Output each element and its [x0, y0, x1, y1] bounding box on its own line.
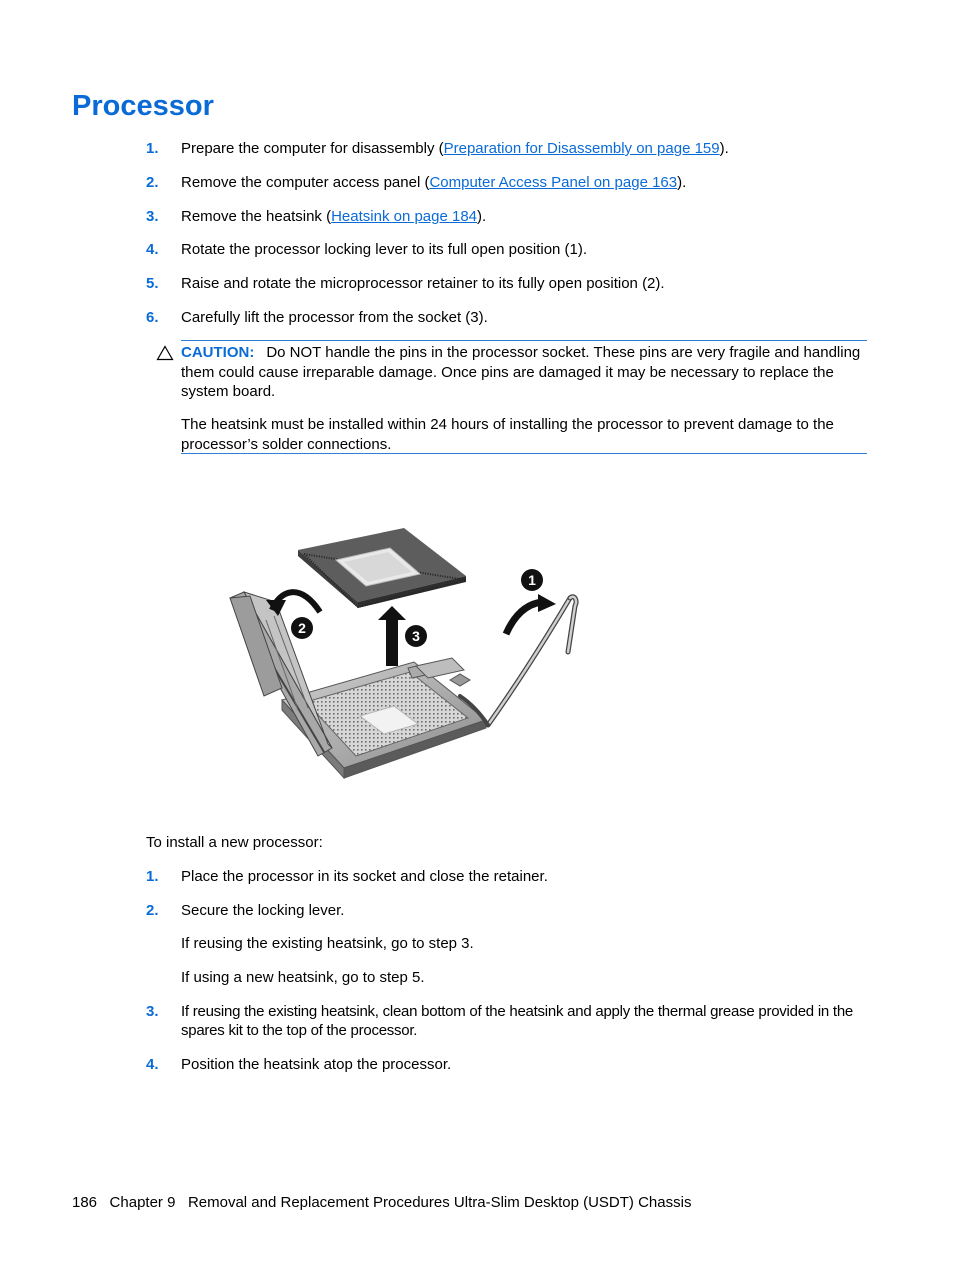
install-substep: If reusing the existing heatsink, go to step 3. [181, 935, 474, 952]
caution-label: CAUTION: [181, 344, 255, 361]
page-number: 186 [72, 1194, 98, 1211]
processor-chip [298, 528, 466, 608]
svg-text:1: 1 [528, 572, 536, 588]
chapter-label: Chapter 9 [109, 1194, 176, 1211]
step-number: 3. [146, 208, 159, 225]
step-text: Position the heatsink atop the processor. [181, 1056, 452, 1073]
lift-arrow [378, 606, 406, 666]
lever-rotate-arrow [506, 594, 556, 634]
caution-box [181, 340, 867, 454]
link-computer-access-panel[interactable]: Computer Access Panel on page 163 [429, 174, 678, 191]
step-text: Raise and rotate the microprocessor retainer to its fully open position (2). [181, 275, 665, 292]
caution-text: CAUTION: Do NOT handle the pins in the processor socket. These pins are very fragile and handling them could cause irreparable damage. Once pins are damaged it may be necessary to replace the system board. [181, 344, 861, 400]
step-number: 3. [146, 1003, 159, 1020]
page-footer [72, 1193, 691, 1212]
step-number: 5. [146, 275, 159, 292]
step-number: 4. [146, 1056, 159, 1073]
callout-1 [521, 569, 543, 591]
step-text: If reusing the existing heatsink, clean bottom of the heatsink and apply the thermal grease provided in the spares kit to the top of the processor. [181, 1003, 854, 1039]
caution-triangle-icon [156, 345, 174, 361]
install-substep: If using a new heatsink, go to step 5. [181, 969, 425, 986]
step-number: 1. [146, 140, 159, 157]
link-heatsink[interactable]: Heatsink on page 184 [331, 208, 478, 225]
svg-text:3: 3 [412, 628, 420, 644]
chapter-title: Removal and Replacement Procedures Ultra-Slim Desktop (USDT) Chassis [187, 1194, 692, 1211]
step-number: 2. [146, 174, 159, 191]
step-text: Carefully lift the processor from the socket (3). [181, 309, 488, 326]
step-text: Rotate the processor locking lever to its full open position (1). [181, 241, 588, 258]
step-number: 4. [146, 241, 159, 258]
page-title: Processor [72, 90, 214, 122]
link-preparation-for-disassembly[interactable]: Preparation for Disassembly on page 159 [443, 140, 720, 157]
processor-removal-figure [220, 520, 590, 790]
step-text: Secure the locking lever. [181, 902, 345, 919]
callout-3 [405, 625, 427, 647]
step-number: 6. [146, 309, 159, 326]
step-number: 2. [146, 902, 159, 919]
callout-2 [291, 617, 313, 639]
step-number: 1. [146, 868, 159, 885]
install-intro: To install a new processor: [146, 834, 323, 851]
caution-note: The heatsink must be installed within 24 hours of installing the processor to prevent damage to the processor’s solder connections. [181, 416, 834, 453]
retainer-frame [230, 592, 332, 756]
step-text: Place the processor in its socket and close the retainer. [181, 868, 548, 885]
svg-text:2: 2 [298, 620, 306, 636]
